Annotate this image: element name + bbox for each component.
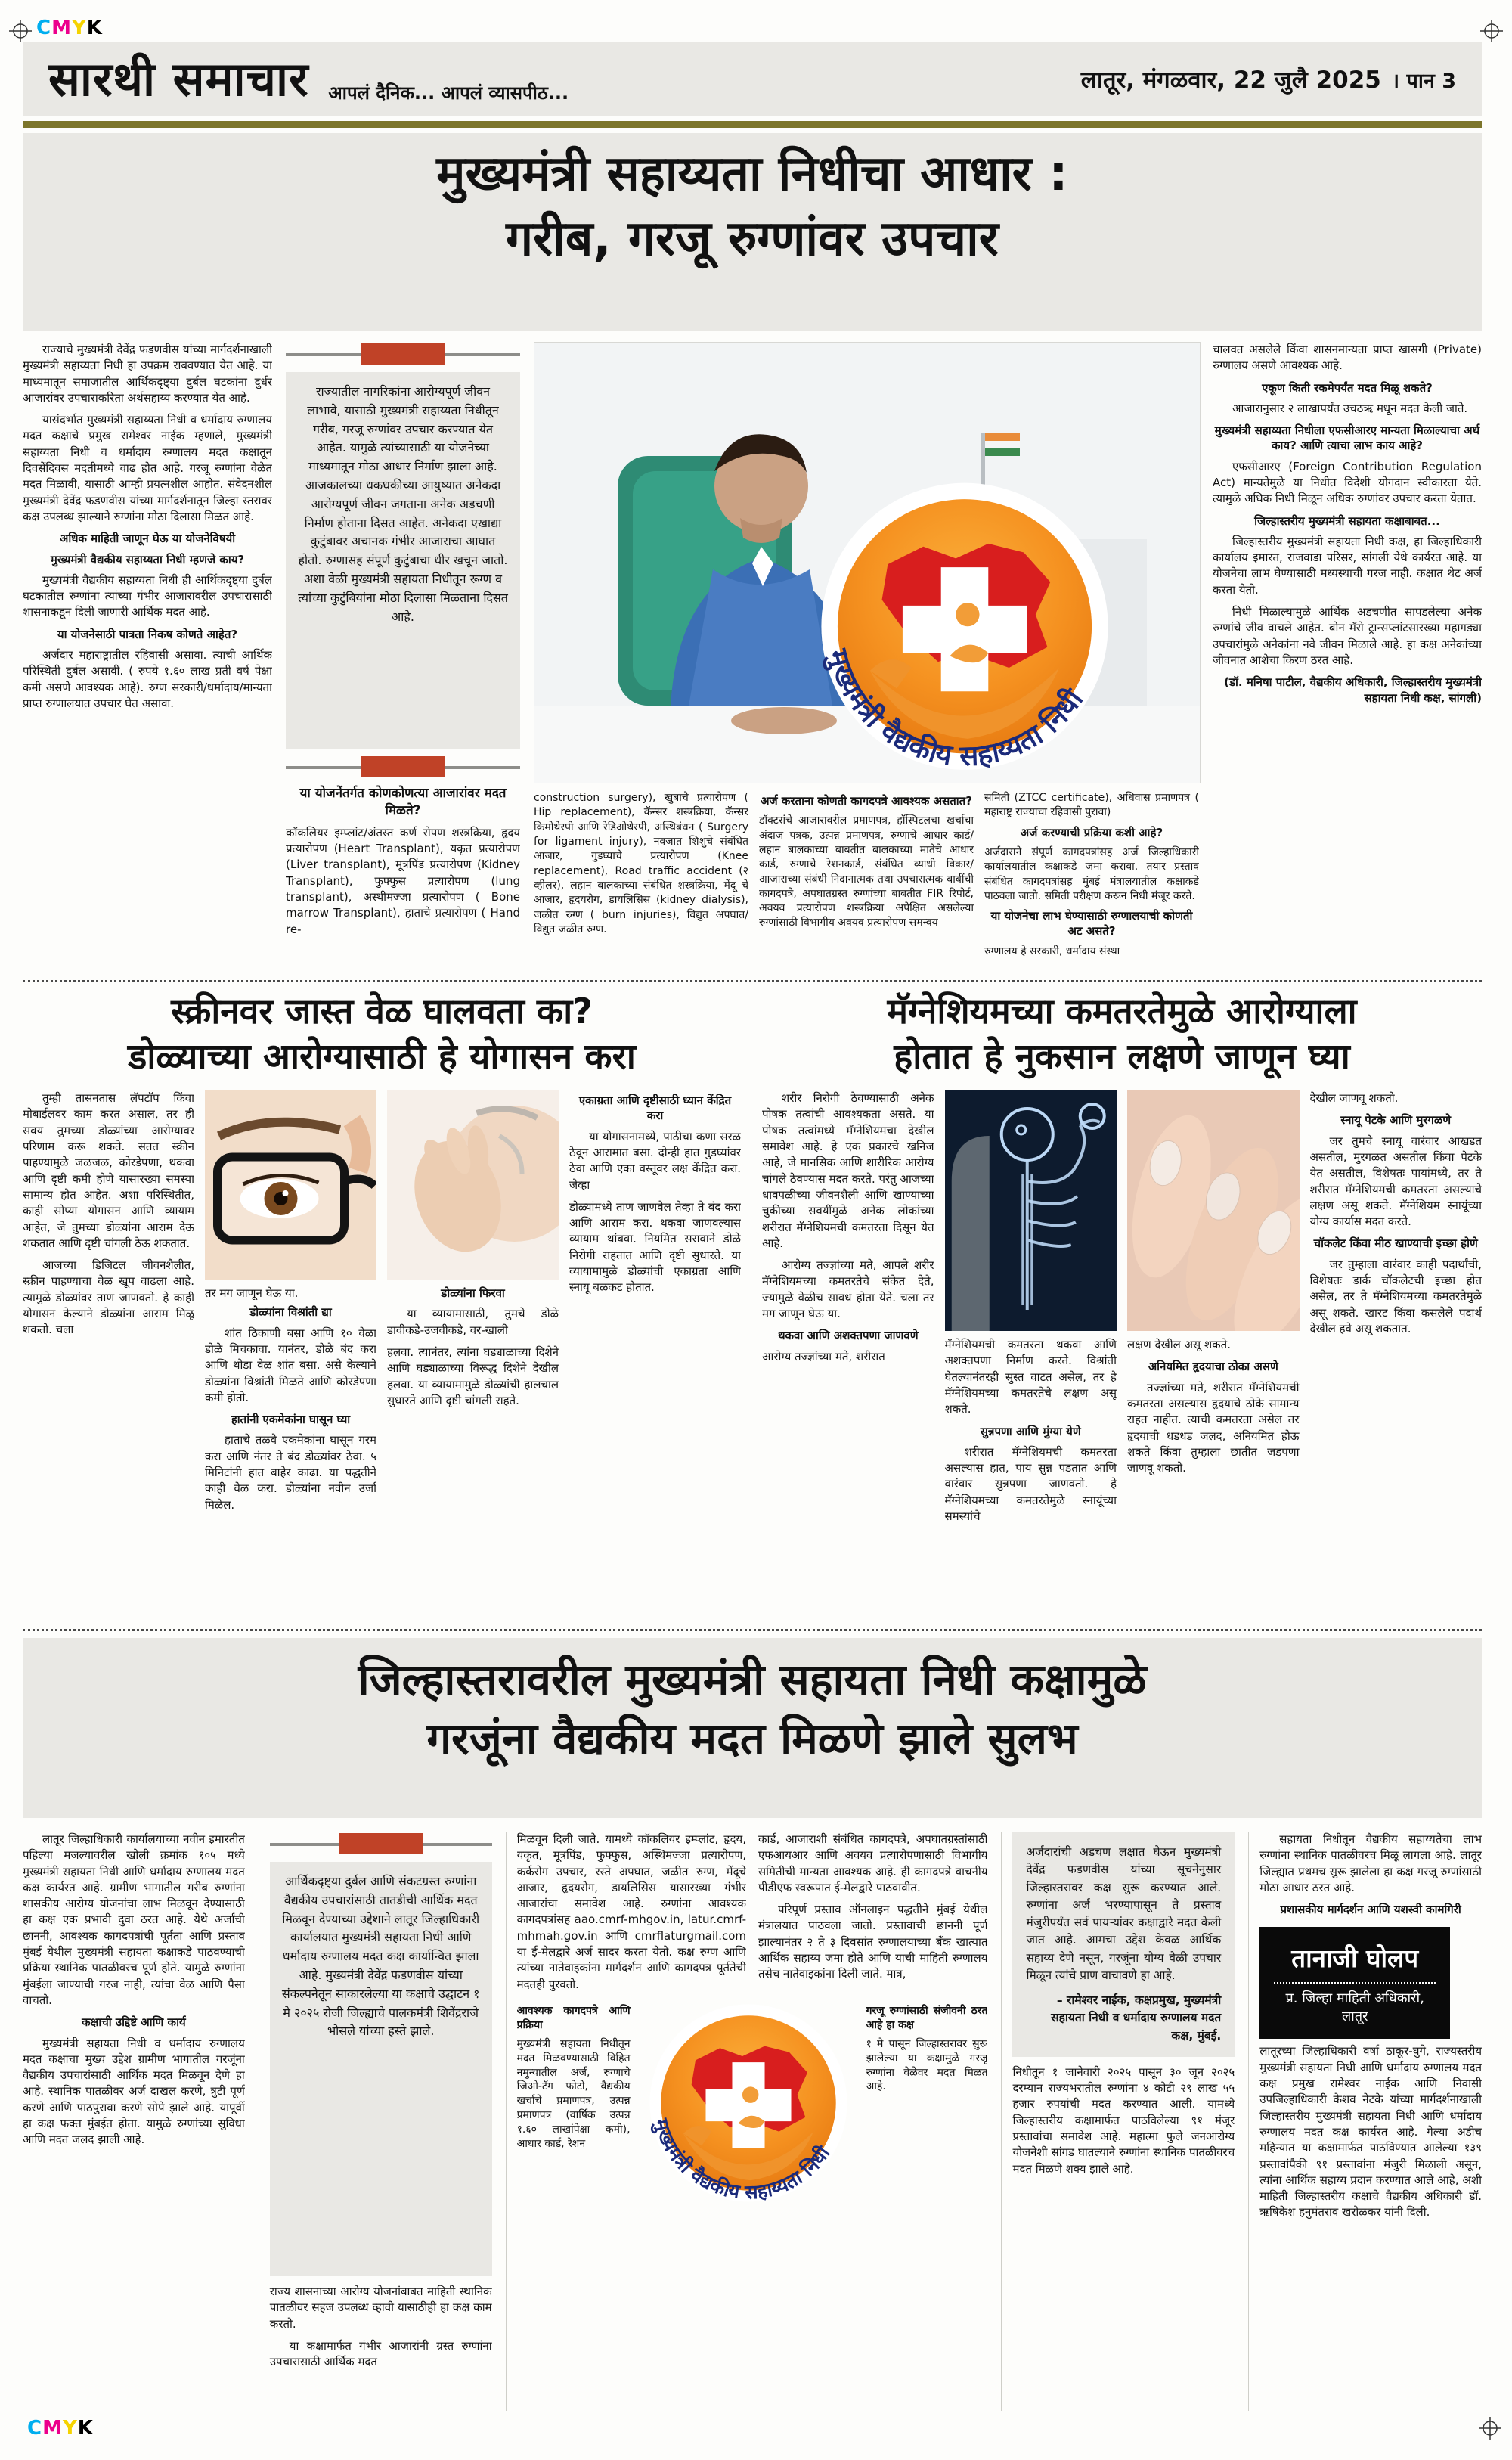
- quote-byline: – रामेश्वर नाईक, कक्षप्रमुख, मु‍ख्यमंत्री सहायता निधी व धर्मादाय रुग्णालय मदत कक्ष, मुंबई.: [1051, 1993, 1222, 2043]
- lead-article: [23, 342, 1482, 976]
- paragraph: परिपूर्ण प्रस्ताव ऑनलाइन पद्धतीने मुंबई येथील मंत्रालयात पाठवला जातो. प्रस्तावाची छाननी पूर्ण झाल्यानंतर २ ते ३ दिवसांत रुग्णालयाच्या बँक खात्यात आर्थिक सहाय्य जमा होते आणि याची माहिती रुग्णालय तसेच नातेवाइकांना दिली जाते. मात्र,: [758, 1903, 988, 1981]
- paragraph: कार्ड, आजाराशी संबंधित कागदपत्रे, अपघातग्रस्तांसाठी एफआयआर आणि अवयव प्रत्यारोपणासाठी विभागीय समितीची मान्यता आवश्यक आहे. ही कागदपत्रे वाचनीय पीडीएफ स्वरूपात ई-मेलद्वारे पाठवावीत.: [758, 1832, 988, 1894]
- subhead: अधिक माहिती जाणून घेऊ या योजनेविषयी: [59, 532, 236, 546]
- registration-mark-bottom-right: [1479, 2417, 1501, 2443]
- xray-body-photo: [945, 1090, 1117, 1331]
- lead-column-right: [1213, 342, 1482, 976]
- paragraph: एफसीआरए (Foreign Contribution Regulation Act) मान्यतेमुळे या निधीत विदेशी योगदान स्वीकारता येते. त्यामुळे अधिक निधी मिळून अधिक रुग्णांवर उपचार करता येतात.: [1213, 459, 1482, 506]
- paragraph: लातूरच्या जिल्हाधिकारी वर्षा ठाकूर-घुगे, राज्यस्तरीय मुख्यमंत्री सहायता निधी आणि धर्मादाय रुग्णालय मदत कक्ष प्रमुख रामेश्वर नाईक आणि निवासी उपजिल्हाधिकारी केशव नेटके यांच्या मार्गदर्शनाखाली जिल्हास्तरीय मुख्यमंत्री सहायता निधी आणि धर्मादाय रुग्णालय मदत कक्ष कार्यरत आहे. गेल्या अडीच महिन्यात या कक्षामार्फत पाठविण्यात आलेल्या १३९ प्रस्तावांपैकी ९१ प्रस्तावांना मंजुरी मिळाली असून, त्यांना आर्थिक सहाय्य प्रदान करण्यात आले आहे, अशी माहिती जिल्हास्तरीय कक्षाचे वैद्यकीय अधिकारी डॉ. ऋषिकेश हनुमंतराव खरोळकर यांनी दिली.: [1259, 2044, 1483, 2220]
- paragraph: मुख्यमंत्री सहायता निधीतून मदत मिळवण्यासाठी विहित नमुन्यातील अर्ज, रुग्णाचे जिओ-टॅग फोटो, वैद्यकीय खर्चाचे प्रमाणपत्र, उत्पन्न प्रमाणपत्र (वार्षिक उत्पन्न १.६० लाखांपेक्षा कमी), आधार कार्ड, रेशन: [516, 2037, 631, 2150]
- author-byline: (डॉ. मनिषा पाटील, वैद्यकीय अधिकारी, जिल्हास्तरीय मुख्यमंत्री सहायता निधी कक्ष, सांगली): [1224, 675, 1482, 706]
- subhead: स्नायू पेटके आणि मुरगळणे: [1340, 1113, 1452, 1128]
- s3-column-4-wrap: [866, 2002, 988, 2411]
- paragraph: अर्जदार महाराष्ट्रातील रहिवासी असावा. त्याची आर्थिक परिस्थिती दुर्बल असावी. ( रुपये १.६० लाख प्रती वर्ष पेक्षा कमी असणे आवश्यक आहे). रुग्ण सरकारी/धर्मादाय/मान्यता प्राप्त रुग्णालयात उपचार घेत असावा.: [23, 647, 272, 710]
- eye-column-b: [387, 1090, 559, 1590]
- eye-column-c: [569, 1090, 741, 1590]
- below-column-c: [984, 791, 1199, 966]
- paragraph: तज्ज्ञांच्या मते, शरीरात मॅग्नेशियमची कमतरता असल्यास हृदयाचे ठोके सामान्य राहत नाहीत. त्याची कमतरता असेल तर हृदयाची धडधड जलद, अनियमित होऊ शकते किंवा तुम्हाला छातीत जडपणा जाणवू शकतो.: [1127, 1380, 1300, 1475]
- paragraph: शरीरात मॅग्नेशियमची कमतरता असल्यास हात, पाय सुन्न पडतात आणि वारंवार सुन्नपणा जाणवतो. हे मॅग्नेशियमच्या कमतरतेमुळे स्नायूंच्या समस्यांचे: [944, 1444, 1117, 1524]
- subhead: एकूण किती रकमेपर्यंत मदत मिळू शकते?: [1262, 380, 1433, 395]
- masthead-rule: [23, 121, 1482, 128]
- officer-nameplate: [1259, 1927, 1450, 2039]
- paragraph: अर्जदाराने संपूर्ण कागदपत्रांसह अर्ज जिल्हाधिकारी कार्यालयातील कक्षाकडे जमा करावा. तयार प्रस्ताव संबंधित कागदपत्रांसह मुंबई मंत्रालयातील कक्षाकडे पाठवला जातो. समिती परीक्षण करून निधी मंजूर करते.: [984, 845, 1199, 902]
- s3-column-6: [1248, 1832, 1482, 2411]
- magnesium-headline-line2: होतात हे नुकसान लक्षणे जाणून घ्या: [894, 1035, 1350, 1078]
- cm-medical-fund-logo-bottom: [637, 1997, 860, 2221]
- s3-columns-3-4: [506, 1832, 988, 2411]
- district-headline-line2: गरजूंना वैद्यकीय मदत मिळणे झाले सुलभ: [426, 1713, 1078, 1764]
- subhead: मुख्यमंत्री वैद्यकीय सहाय्यता निधी म्हणजे काय?: [50, 552, 245, 566]
- paragraph: या योगासनामध्ये, पाठीचा कणा सरळ ठेवून आरामात बसा. दोन्ही हात गुडघ्यांवर ठेवा आणि एका वस्तूवर लक्ष केंद्रित करा. जेव्हा: [569, 1129, 741, 1192]
- lead-below-photo-columns: [534, 791, 1199, 966]
- fingernails-photo: [1127, 1090, 1300, 1331]
- paragraph: या व्यायामासाठी, तुमचे डोळे डावीकडे-उजवीकडे, वर-खाली: [387, 1307, 559, 1337]
- s3-column-2: [259, 1832, 492, 2411]
- officer-role: प्र. जिल्हा माहिती अधिकारी,: [1285, 1990, 1424, 2007]
- s3-column-3: [517, 1832, 746, 1999]
- subhead: या योजनेंतर्गत कोणकोणत्या आजारांवर मदत मिळते?: [299, 786, 507, 818]
- subhead: डोळ्यांना विश्रांती द्या: [249, 1305, 332, 1320]
- subhead: डोळ्यांना फिरवा: [441, 1286, 505, 1301]
- paragraph: construction surgery), खुबाचे प्रत्यारोपण ( Hip replacement), कॅन्सर शस्त्रक्रिया, कॅन्सर किमोथेरपी आणि रेडिओथेरपी, अस्थिबंधन ( Surgery for ligament injury), नवजात शिशुचे संबंधित आजार, गुडघ्याचे प्रत्यारोपण (Knee replacement), Road traffic accident (२ व्हीलर), लहान बालकाच्या संबंधित शस्त्रक्रिया, मेंदू चे आजार, हृदयरोग, डायलिसिस (kidney dialysis), जळीत रुग्ण ( burn injuries), विद्युत अपघात/ विद्युत जळीत रुग्ण.: [534, 792, 748, 935]
- paragraph: राज्याचे मुख्यमंत्री देवेंद्र फडणवीस यांच्या मार्गदर्शनाखाली मुख्यमंत्री सहाय्यता निधी हा उपक्रम राबवण्यात येत आहे. या माध्यमातून समाजातील आर्थिकदृष्ट्या दुर्बल घटकांना दुर्धर आजारांवर उपचाराकरिता अर्थसहाय्य करण्यात येत आहे.: [23, 343, 272, 405]
- district-headline-line1: जिल्हास्तरावरील मुख्यमंत्री सहायता निधी कक्षामुळे: [358, 1654, 1147, 1705]
- magnesium-article: [762, 992, 1482, 1624]
- lead-center-block: [534, 342, 1199, 976]
- paragraph: समिती (ZTCC certificate), अधिवास प्रमाणपत्र ( महाराष्ट्र राज्याचा रहिवासी पुरावा): [984, 792, 1199, 819]
- quote-text: अर्जदारांची अडचण लक्षात घेऊन मुख्यमंत्री देवेंद्र फडणवीस यांच्या सूचनेनुसार जिल्हास्तरावर कक्ष सुरू करण्यात आले. रुग्णांना अर्ज भरण्यापासून ते प्रस्ताव मंजुरीपर्यंत सर्व पायऱ्यांवर कक्षाद्वारे मदत केली जात आहे. आमचा उद्देश केवळ आर्थिक सहाय्य देणे नसून, गरजूंना योग्य वेळी उपचार मिळून त्यांचे प्राण वाचावणे हा आहे.: [1026, 1845, 1222, 1982]
- paragraph: सहायता निधीतून वैद्यकीय सहाय्यतेचा लाभ रुग्णांना स्थानिक पातळीवरच मिळू लागला आहे. लातूर जिल्ह्यात प्रथमच सुरू झालेला हा कक्ष गरजू रुग्णांसाठी मोठा आधार ठरत आहे.: [1259, 1832, 1483, 1894]
- paragraph: हाताचे तळवे एकमेकांना घासून गरम करा आणि नंतर ते बंद डोळ्यांवर ठेवा. ५ मिनिटांनी हात बाहेर काढा. या पद्धतीने काही वेळ करा. डोळ्यांना नवीन उर्जा मिळेल.: [205, 1433, 376, 1512]
- highlight-text: राज्यातील नागरिकांना आरोग्यपूर्ण जीवन लाभावे, यासाठी मुख्यमंत्री सहाय्यता निधीतून गरीब, गरजू रुग्णांवर उपचार करण्यात येत आहेत. यामुळे त्यांच्यासाठी या योजनेच्या माध्यमातून मोठा आधार निर्माण झाला आहे. आजकालच्या धकधकीच्या आयुष्यात अनेकदा आरोग्यपूर्ण जीवन जगताना अनेक अडचणी निर्माण होताना दिसत आहेत. अनेकदा एखाद्या कुटुंबावर अचानक गंभीर आजाराचा आघात होतो. रुग्णासह संपूर्ण कुटुंबाचा धीर खचून जातो. अशा वेळी मुख्यमंत्री सहायता निधीतून रूग्ण व त्यांच्या कुटुंबियांना मोठा दिलासा मिळताना दिसत आहे.: [298, 384, 508, 624]
- subhead: चॉकलेट किंवा मीठ खाण्याची इच्छा होणे: [1313, 1236, 1478, 1251]
- paragraph: हलवा. त्यानंतर, त्यांना घड्याळाच्या दिशेने आणि घड्याळाच्या विरूद्ध दिशेने देखील हलवा. या व्यायामामुळे डोळ्यांची हालचाल सुधारते आणि दृष्टी चांगली राहते.: [387, 1345, 559, 1407]
- paragraph: जर तुम्हाला वारंवार काही पदार्थांची, विशेषतः डार्क चॉकलेटची इच्छा होत असेल, तर ते मॅग्नेशियमच्या कमतरतेमुळे असू शकते. खारट किंवा कसलेले पदार्थ देखील हवे असू शकतात.: [1309, 1257, 1482, 1335]
- s3-column-4: [758, 1832, 987, 1999]
- eye-yoga-article: [23, 992, 741, 1624]
- section-tab: [270, 1833, 492, 1856]
- paragraph: आरोग्य तज्ज्ञांच्या मते, आपले शरीर मॅग्नेशियमच्या कमतरतेचे संकेत देते, ज्यामुळे वेळीच सावध होता येते. चला तर मग जाणून घेऊ या.: [762, 1258, 934, 1320]
- paragraph: यासंदर्भात मुख्यमंत्री सहाय्यता निधी व धर्मादाय रुग्णालय मदत कक्षाचे प्रमुख रामेश्वर नाईक म्हणाले, मुख्यमंत्री सहाय्यता निधी व धर्मादाय रुग्णालय मदत कक्षातून दिवसेंदिवस मदतीमध्ये वाढ होत आहे. गरजू रुग्णांना वेळेत मदत मिळावी, यासाठी आम्ही प्रयत्नशील आहोत. संवेदनशील मुख्यमंत्री देवेंद्र फडणवीस यांच्या मार्गदर्शनातून जिल्हा स्तरावर कक्ष उपलब्ध झाल्याने रुग्णांना मोठा दिलासा मिळत आहे.: [23, 413, 272, 523]
- paragraph: कॉकलियर इम्प्लांट/अंतस्त कर्ण रोपण शस्त्रक्रिया, हृदय प्रत्यारोपण (Heart Transplant), यकृत प्रत्यारोपण (Liver transplant), मूत्रपिंड प्रत्यारोपण (Kidney Transplant), फुफ्फुस प्रत्यारोपण (lung transplant), अस्थीमज्जा प्रत्यारोपण ( Bone marrow Transplant), हाताचे प्रत्यारोपण ( Hand re-: [286, 825, 520, 936]
- paragraph: आरोग्य तज्ज्ञांच्या मते, शरीरात: [762, 1349, 885, 1363]
- magnesium-headline-line1: मॅग्नेशियमच्या कमतरतेमुळे आरोग्याला: [887, 991, 1357, 1031]
- subhead: अर्ज करण्याची प्रक्रिया कशी आहे?: [1020, 825, 1163, 839]
- magnesium-column-3: [1127, 1090, 1300, 1590]
- officer-location: लातूर: [1341, 2008, 1368, 2024]
- paragraph: शरीर निरोगी ठेवण्यासाठी अनेक पोषक तत्वांची आवश्यकता असते. या पोषक तत्वांमध्ये मॅग्नेशियमचा देखील समावेश आहे. हे एक प्रकारचे खनिज आहे, जे मानसिक आणि शारीरिक आरोग्य चांगले ठेवण्यास मदत करते. परंतु आजच्या धावपळीच्या जीवनशैली आणि खाण्याच्या चुकीच्या सवयींमुळे अनेक लोकांच्या शरीरात मॅग्नेशियमची कमतरता दिसून येत आहे.: [762, 1091, 934, 1250]
- district-cell-headline-box: [23, 1638, 1482, 1818]
- registration-mark-top-right: [1480, 20, 1503, 45]
- dateline: लातूर, मंगळवार, 22 जुलै 2025: [1080, 67, 1381, 94]
- paragraph: तर मग जाणून घेऊ या.: [205, 1286, 299, 1301]
- subhead: एकाग्रता आणि दृष्टीसाठी ध्यान केंद्रित करा: [578, 1094, 732, 1123]
- paragraph: तुम्ही तासनतास लॅपटॉप किंवा मोबाईलवर काम करत असाल, तर ही सवय तुमच्या डोळ्यांच्या आरोग्यावर परिणाम करू शकते. सतत स्क्रीन पाहण्यामुळे जळजळ, कोरडेपणा, थकवा आणि दृष्टी कमी होणे यासारख्या समस्या सामान्य होत आहेत. अशा परिस्थितीत, काही सोप्या योगासन आणि व्यायाम आहेत, जे तुमच्या डोळ्यांना आराम देऊ शकतात आणि दृष्टी चांगली ठेऊ शकतात.: [23, 1091, 194, 1250]
- paragraph: मिळवून दिली जाते. यामध्ये कॉकलियर इम्प्लांट, हृदय, यकृत, मूत्रपिंड, फुफ्फुस, अस्थिमज्जा प्रत्यारोपण, कर्करोग उपचार, रस्ते अपघात, जळीत रुग्ण, मेंदूचे आजार, हृदयरोग, डायलिसिस यासारख्या गंभीर आजारांचा समावेश आहे. रुग्णांना आवश्यक कागदपत्रांसह aao.cmrf-mhgov.in, latur.cmrf-mhmah.gov.in आणि cmrflaturgmail.com या ई-मेलद्वारे अर्ज सादर करता येतो. कक्ष रुग्ण आणि त्यांच्या नातेवाइकांना मार्गदर्शन आणि कागदपत्र पूर्ततेची मदतही पुरवतो.: [516, 1832, 747, 1991]
- eye-rubbing-photo: [387, 1090, 559, 1280]
- paragraph: या कक्षामार्फत गंभीर आजारांनी ग्रस्त रुग्णांना उपचारासाठी आर्थिक मदत: [269, 2338, 492, 2369]
- nameplate-divider: [1274, 1982, 1436, 1984]
- eye-glasses-photo: [205, 1090, 376, 1280]
- paragraph: आजारानुसार २ लाखापर्यंत उचठऋ मधून मदत केली जाते.: [1232, 401, 1468, 415]
- subhead: गरजू रुग्णांसाठी संजीवनी ठरत आहे हा कक्ष: [866, 2004, 988, 2031]
- lead-headline-box: [23, 133, 1482, 331]
- magnesium-column-4: [1310, 1090, 1483, 1590]
- quote-box: [1012, 1832, 1235, 2057]
- highlight-box: [270, 1862, 492, 2276]
- subhead: हातांनी एकमेकांना घासून घ्या: [231, 1413, 351, 1427]
- eye-article-headline: डोळ्याच्या आरोग्यासाठी हे योगासन करा: [128, 1035, 636, 1078]
- subhead: थकवा आणि अशक्तपणा जाणवणे: [777, 1329, 919, 1343]
- subhead: मुख्यमंत्री सहाय्यता निधीला एफसीआरए मान्यता मिळाल्याचा अर्थ काय? आणि त्याचा लाभ काय आहे?: [1214, 423, 1480, 453]
- section-tab: [286, 756, 520, 779]
- subhead: कक्षाची उद्दिष्टे आणि कार्य: [82, 2015, 186, 2030]
- newspaper-tagline: आपलं दैनिक... आपलं व्यासपीठ...: [328, 82, 569, 104]
- s3-column-3-wrap: [517, 2002, 631, 2411]
- lead-headline-line2: गरीब, गरजू रुग्णांवर उपचार: [506, 211, 999, 267]
- paragraph: निधीतून १ जानेवारी २०२५ पासून ३० जून २०२५ दरम्यान राज्यभरातील रुग्णांना ४ कोटी २९ लाख ५५ हजार रुपयांची मदत करण्यात आली. यामध्ये जिल्हास्तरीय कक्षामार्फत पाठविलेल्या ९१ मंजूर प्रस्तावांचा समावेश आहे. महात्मा फुले जनआरोग्य योजनेशी सांगड घातल्याने रुग्णांना स्थानिक पातळीवरच मदत मिळणे शक्य झाले आहे.: [1012, 2064, 1235, 2176]
- subhead: प्रशासकीय मार्गदर्शन आणि यशस्वी कामगिरी: [1280, 1903, 1461, 1917]
- eye-column-a: [205, 1090, 376, 1590]
- masthead: [23, 42, 1482, 116]
- paragraph: मॅग्नेशियमची कमतरता थकवा आणि अशक्तपणा निर्माण करते. विश्रांती घेतल्यानंतरही सुस्त वाटत असेल, तर हे मॅग्नेशियमच्या कमतरतेचे लक्षण असू शकते.: [944, 1338, 1117, 1416]
- eye-article-kicker: स्क्रीनवर जास्त वेळ घालवता का?: [171, 991, 593, 1031]
- dotted-separator: [23, 980, 1482, 982]
- below-column-b: [759, 791, 974, 966]
- paragraph: जिल्हास्तरीय मुख्यमंत्री सहायता निधी कक्ष, हा जिल्हाधिकारी कार्यालय इमारत, राजवाडा परिसर, सांगली येथे कार्यरत आहे. या योजनेचा लाभ घेण्यासाठी मध्यस्थाची गरज नाही. कक्षात थेट अर्ज करता येतो.: [1213, 534, 1482, 597]
- paragraph: मुख्यमंत्री वैद्यकीय सहाय्यता निधी ही आर्थिकदृष्ट्या दुर्बल घटकातील रुग्णांना त्यांच्या गंभीर आजारावरील उपचारासाठी शासनाकडून दिली जाणारी आर्थिक मदत आहे.: [23, 572, 272, 619]
- subhead: आवश्यक कागदपत्रे आणि प्रक्रिया: [516, 2004, 631, 2031]
- section-tab: [286, 343, 520, 366]
- subhead: अर्ज करताना कोणती कागदपत्रे आवश्यक असतात?: [761, 794, 972, 808]
- paragraph: शांत ठिकाणी बसा आणि १० वेळा डोळे मिचकावा. यानंतर, डोळे बंद करा आणि थोडा वेळ शांत बसा. असे केल्याने डोळ्यांना विश्रांती मिळते आणि कोरडेपणा कमी होतो.: [205, 1326, 376, 1404]
- paragraph: आजच्या डिजिटल जीवनशैलीत, स्क्रीन पाहण्याचा वेळ खूप वाढला आहे. त्यामुळे डोळ्यांवर ताण जाणवतो. हे काही योगासन केल्याने डोळ्यांना आराम मिळू शकतो. चला: [23, 1258, 194, 1337]
- highlight-text: आर्थिकदृष्ट्या दुर्बल आणि संकटग्रस्त रुग्णांना वैद्यकीय उपचारांसाठी तातडीची आर्थिक मदत मिळवून देण्याच्या उद्देशाने लातूर जिल्हाधिकारी कार्यालयात मुख्यमंत्री सहायता निधी आणि धर्मादाय रुग्णालय मदत कक्ष कार्यान्वित झाला आहे. मुख्यमंत्री देवेंद्र फडणवीस यांच्या संकल्पनेतून साकारलेल्या या कक्षाचे उद्घाटन १ मे २०२५ रोजी जिल्ह्याचे पालकमंत्री शिवेंद्रराजे भोसले यांच्या हस्ते झाले.: [281, 1874, 480, 2039]
- newspaper-title: सारथी समाचार: [48, 51, 309, 107]
- subhead: या योजनेचा लाभ घेण्यासाठी रुग्णालयाची कोणती अट असते?: [990, 909, 1193, 938]
- subhead: सुन्नपणा आणि मुंग्या येणे: [980, 1424, 1081, 1438]
- paragraph: मुख्यमंत्री सहायता निधी व धर्मादाय रुग्णालय मदत कक्षाचा मुख्य उद्देश ग्रामीण भागातील गरजूंना वैद्यकीय उपचारांसाठी आर्थिक मदत मिळवून देणे हा आहे. स्थानिक पातळीवर अर्ज दाखल करणे, त्रुटी पूर्ण करणे आणि पाठपुरावा करणे सोपे झाले आहे. यापूर्वी हा कक्ष फक्त मुंबईत होता. यामुळे रुग्णांच्या सुविधा आणि मदत जलद झाली आहे.: [23, 2036, 245, 2147]
- lead-column-1: [23, 342, 272, 976]
- lead-column-2: [286, 342, 520, 976]
- paragraph: डॉक्टरांचे आजारावरील प्रमाणपत्र, हॉस्पिटलचा खर्चाचा अंदाज पत्रक, उत्पन्न प्रमाणपत्र, रुग्णाचे आधार कार्ड/ लहान बालकाच्या बाबतीत बालकाच्या मातेचे आधार कार्ड, रुग्णाचे रेशनकार्ड, संबंधित व्याधी विकार/ आजाराच्या संबंधी निदानात्मक तथा उपचारात्मक बाबींची कागदपत्रे, अपघातग्रस्त रुग्णांच्या बाबतीत FIR रिपोर्ट, अवयव प्रत्यारोपण शस्त्रक्रिया अपेक्षित असलेल्या रुग्णांसाठी विभागीय अवयव प्रत्यारोपण समन्वय: [759, 814, 974, 929]
- paragraph: लातूर जिल्हाधिकारी कार्यालयाच्या नवीन इमारतीत पहिल्या मजल्यावरील खोली क्रमांक १०५ मध्ये मुख्यमंत्री सहायता निधी आणि धर्मादाय रुग्णालय मदत कक्ष कार्यरत आहे. ग्रामीण भागातील गरीब रुग्णांना शासकीय आरोग्य योजनांचा लाभ मिळवून देण्यासाठी हा कक्ष एक प्रभावी दुवा ठरत आहे. येथे अर्जांची छाननी, आवश्यक कागदपत्रांची पूर्तता आणि प्रस्ताव मुंबई येथील मुख्यमंत्री सहायता कक्षाकडे पाठवण्याची प्रक्रिया स्थानिक पातळीवरच पूर्ण होते. यामुळे रुग्णांना मुंबईला जाण्याची गरज नाही, त्यांचा वेळ आणि पैसा वाचतो.: [23, 1832, 245, 2007]
- cmyk-label-top: CMYK: [36, 17, 103, 39]
- paragraph: निधी मिळाल्यामुळे आर्थिक अडचणीत सापडलेल्या अनेक रुग्णांचे जीव वाचले आहेत. बोन मॅरो ट्रान्सप्लांटसारख्या महागड्या उपचारांमुळे अनेकांना नवे जीवन मिळाले आहे. हा कक्ष अनेकांच्या जीवनात आशेचा किरण ठरत आहे.: [1213, 604, 1482, 667]
- eye-intro-column: [23, 1090, 194, 1590]
- paragraph: लक्षण देखील असू शकते.: [1127, 1338, 1232, 1352]
- district-cell-article: [23, 1832, 1482, 2411]
- paragraph: देखील जाणवू शकतो.: [1309, 1091, 1399, 1106]
- paragraph: चालवत असलेले किंवा शासनमान्यता प्राप्त खासगी (Private) रुग्णालय असणे आवश्यक आहे.: [1213, 343, 1482, 373]
- subhead: जिल्हास्तरीय मुख्यमंत्री सहायता कक्षाबाबत...: [1254, 513, 1440, 528]
- paragraph: जर तुमचे स्नायू वारंवार आखडत असतील, मुरगळत असतील किंवा पेटके येत असतील, विशेषतः पायांमध्ये, तर ते शरीरात मॅग्नेशियमची कमतरता असल्याचे लक्षण असू शकते. मॅग्नेशियम स्नायूंच्या योग्य कार्यास मदत करते.: [1309, 1134, 1482, 1229]
- cmyk-label-bottom: CMYK: [27, 2417, 94, 2440]
- subhead: अनियमित हृदयाचा ठोका असणे: [1148, 1360, 1278, 1374]
- below-column-a: [534, 791, 748, 966]
- registration-mark-top-left: [9, 20, 32, 45]
- cm-medical-fund-logo: [802, 473, 1127, 783]
- officer-name: तानाजी घोलप: [1291, 1943, 1419, 1973]
- lead-headline-line1: मुख्यमंत्री सहाय्यता निधीचा आधार :: [436, 146, 1068, 202]
- paragraph: १ मे पासून जिल्हास्तरावर सुरू झालेल्या या कक्षामुळे गरजू रुग्णांना वेळेवर मदत मिळत आहे.: [866, 2037, 988, 2093]
- highlight-box: [286, 372, 520, 749]
- magnesium-column-1: [762, 1090, 934, 1590]
- subhead: या योजनेसाठी पात्रता निकष कोणते आहेत?: [57, 627, 238, 641]
- paragraph: डोळ्यांमध्ये ताण जाणवेल तेव्हा ते बंद करा आणि आराम करा. थकवा जाणवल्यास व्यायाम थांबवा. नियमित सरावाने डोळे निरोगी राहतात आणि दृष्टी सुधारते. या व्यायामामुळे डोळ्यांची एकाग्रता आणि स्नायू बळकट होतात.: [569, 1199, 741, 1295]
- dotted-separator: [23, 1629, 1482, 1631]
- s3-column-5: [1001, 1832, 1235, 2411]
- cm-photo: [534, 342, 1201, 783]
- magnesium-column-2: [945, 1090, 1117, 1590]
- s3-column-1: [23, 1832, 245, 2411]
- page-number: । पान 3: [1391, 69, 1456, 93]
- paragraph: रुग्णालय हे सरकारी, धर्मादाय संस्था: [984, 945, 1120, 957]
- paragraph: राज्य शासनाच्या आरोग्य योजनांबाबत माहिती स्थानिक पातळीवर सहज उपलब्ध व्हावी यासाठीही हा कक्ष काम करतो.: [269, 2285, 492, 2331]
